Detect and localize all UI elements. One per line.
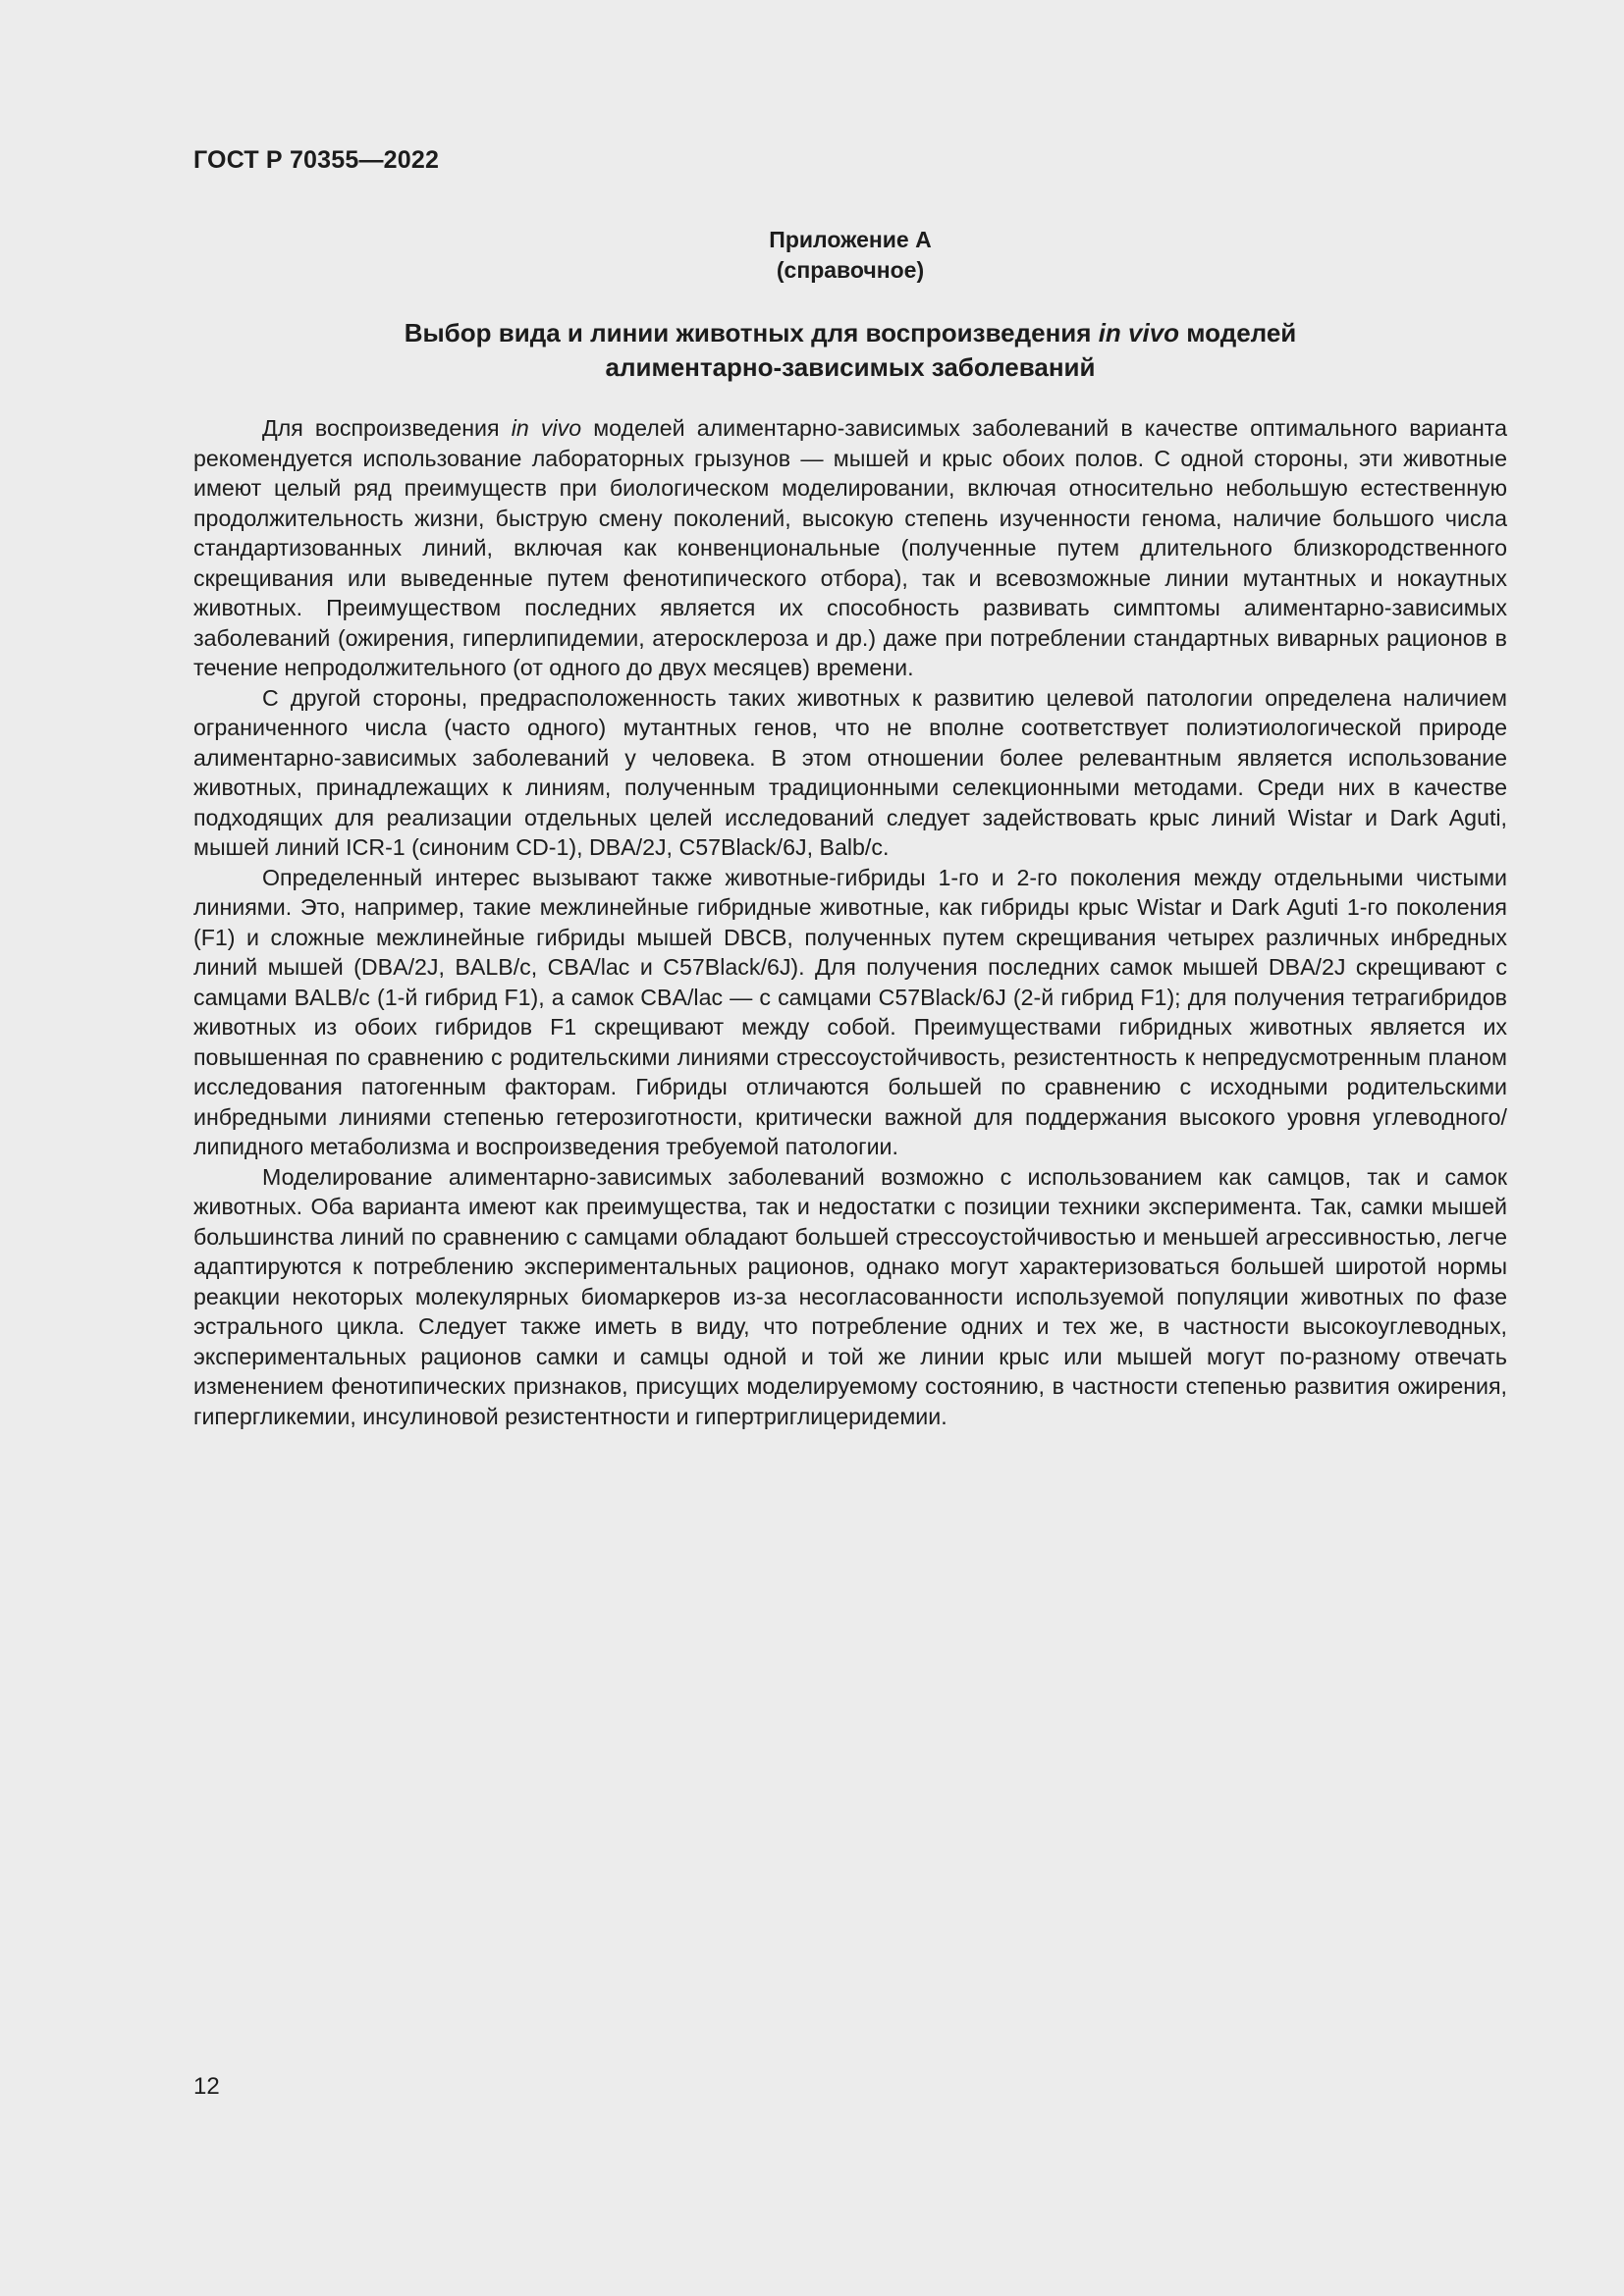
paragraph-3: Определенный интерес вызывают также животные-гибриды 1-го и 2-го поколения между отдельными чистыми линиями. Это, например, такие межлинейные гибридные животные, как гибриды крыс Wistar и Dark Aguti 1-го поколения (F1) и сложные межлинейные гибриды мышей DBCB, полученных путем скрещивания четырех различных инбредных линий мышей (DBA/2J, BALB/c, CBA/lac и C57Black/6J). Для получения последних самок мышей DBA/2J скрещивают с самцами BALB/c (1-й гибрид F1), а самок CBA/lac — с самцами C57Black/6J (2-й гибрид F1); для получения тетрагибридов животных из обоих гибридов F1 скрещивают между собой. Преимуществами гибридных животных является их повышенная по сравнению с родительскими линиями стрессоустойчивость, резистентность к непредусмотренным планом исследования патогенным факторам. Гибриды отличаются большей по сравнению с исходными родительскими инбредными линиями степенью гетерозиготности, критически важной для поддержания высокого уровня углеводного/липидного метаболизма и воспроизведения требуемой патологии. — [193, 864, 1507, 1159]
paragraph-1-start: Для воспроизведения — [262, 415, 512, 441]
annex-title-part: моделей — [1179, 318, 1297, 347]
annex-title-part: Выбор вида и линии животных для воспроизведения — [404, 318, 1099, 347]
annex-header — [193, 225, 1507, 286]
paragraph-1-rest: моделей алиментарно-зависимых заболеваний в качестве оптимального варианта рекомендуется использование лабораторных грызунов — мышей и крыс обоих полов. С одной стороны, эти животные имеют целый ряд преимуществ при биологическом моделировании, включая относительно небольшую естественную продолжительность жизни, быструю смену поколений, высокую степень изученности генома, наличие большого числа стандартизованных линий, включая как конвенциональные (полученные путем длительного близкородственного скрещивания или выведенные путем фенотипического отбора), так и всевозможные линии мутантных и нокаутных животных. Преимуществом последних является их способность развивать симптомы алиментарно-зависимых заболеваний (ожирения, гиперлипидемии, атеросклероза и др.) даже при потреблении стандартных виварных рационов в течение непродолжительного (от одного до двух месяцев) времени. — [193, 415, 1508, 680]
annex-label: Приложение А — [769, 227, 932, 252]
document-code: ГОСТ Р 70355—2022 — [193, 146, 440, 174]
paragraph-4: Моделирование алиментарно-зависимых заболеваний возможно с использованием как самцов, так и самок животных. Оба варианта имеют как преимущества, так и недостатки с позиции техники эксперимента. Так, самки мышей большинства линий по сравнению с самцами обладают большей стрессоустойчивостью и меньшей агрессивностью, легче адаптируются к потреблению экспериментальных рационов, однако могут характеризоваться большей широтой нормы реакции некоторых молекулярных биомаркеров из-за несогласованности используемой популяции животных по фазе эстрального цикла. Следует также иметь в виду, что потребление одних и тех же, в частности высокоуглеводных, экспериментальных рационов самки и самцы одной и той же линии крыс или мышей могут по-разному отвечать изменением фенотипических признаков, присущих моделируемому состоянию, в частности степенью развития ожирения, гипергликемии, инсулиновой резистентности и гипертриглицеридемии. — [193, 1163, 1507, 1429]
body-text — [193, 413, 1507, 1431]
paragraph-1-italic: in vivo — [511, 415, 582, 441]
paragraph-1 — [193, 413, 1507, 683]
annex-title — [193, 316, 1507, 385]
annex-title-italic: in vivo — [1098, 318, 1180, 347]
annex-title-line-2: алиментарно-зависимых заболеваний — [605, 352, 1096, 382]
paragraph-2: С другой стороны, предрасположенность таких животных к развитию целевой патологии определена наличием ограниченного числа (часто одного) мутантных генов, что не вполне соответствует полиэтиологической природе алиментарно-зависимых заболеваний у человека. В этом отношении более релевантным является использование животных, принадлежащих к линиям, полученным традиционными селекционными методами. Среди них в качестве подходящих для реализации отдельных целей исследований следует задействовать крыс линий Wistar и Dark Aguti, мышей линий ICR-1 (синоним CD-1), DBA/2J, C57Black/6J, Balb/c. — [193, 684, 1507, 860]
annex-title-line-1 — [193, 316, 1507, 350]
annex-status: (справочное) — [776, 257, 925, 283]
page-number: 12 — [193, 2073, 220, 2100]
